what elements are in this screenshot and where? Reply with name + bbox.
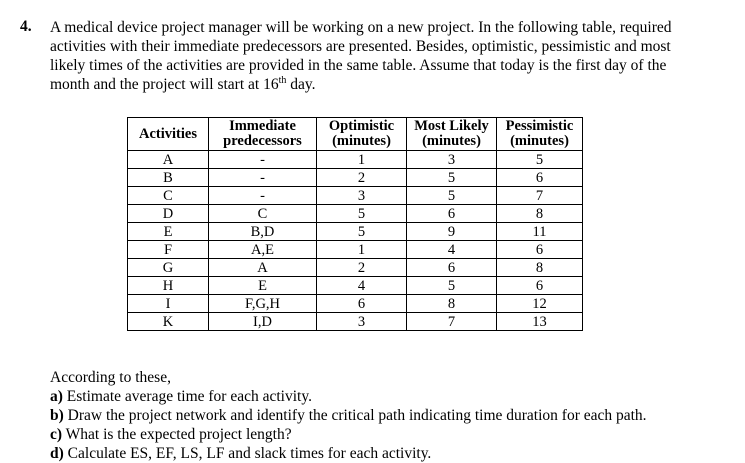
header-text: Immediate <box>229 118 296 134</box>
header-text: Pessimistic <box>505 118 574 134</box>
header-text: (minutes) <box>510 133 569 149</box>
table-row <box>128 223 583 241</box>
cell-optimistic: 4 <box>317 277 407 295</box>
cell-pessimistic: 7 <box>497 187 583 205</box>
cell-most-likely: 6 <box>407 205 497 223</box>
task-text: Draw the project network and identify the critical path indicating time duration for each path. <box>67 407 647 424</box>
task-text: What is the expected project length? <box>65 426 292 443</box>
cell-optimistic: 5 <box>317 205 407 223</box>
cell-predecessors: B,D <box>209 223 317 241</box>
activity-table <box>127 117 583 331</box>
table-row <box>128 169 583 187</box>
table-body <box>128 151 583 331</box>
cell-predecessors: - <box>209 187 317 205</box>
header-text: (minutes) <box>332 133 391 149</box>
cell-activity: K <box>128 313 209 331</box>
ordinal-suffix: th <box>278 74 287 86</box>
cell-most-likely: 4 <box>407 241 497 259</box>
question-line: activities with their immediate predecessors are presented. Besides, optimistic, pessimistic and most <box>50 38 671 55</box>
task-item <box>50 406 647 425</box>
intro-text: According to these, <box>50 369 171 386</box>
cell-pessimistic: 11 <box>497 223 583 241</box>
cell-optimistic: 1 <box>317 151 407 169</box>
cell-optimistic: 2 <box>317 259 407 277</box>
cell-activity: C <box>128 187 209 205</box>
task-item <box>50 425 647 444</box>
cell-pessimistic: 12 <box>497 295 583 313</box>
table-row <box>128 151 583 169</box>
cell-most-likely: 6 <box>407 259 497 277</box>
question-number: 4. <box>20 18 32 35</box>
cell-pessimistic: 6 <box>497 169 583 187</box>
task-item <box>50 387 647 406</box>
cell-most-likely: 5 <box>407 169 497 187</box>
header-most-likely <box>407 118 497 151</box>
table-header-row <box>128 118 583 151</box>
table-row <box>128 241 583 259</box>
cell-optimistic: 5 <box>317 223 407 241</box>
cell-pessimistic: 13 <box>497 313 583 331</box>
cell-activity: I <box>128 295 209 313</box>
question-line <box>50 75 730 94</box>
header-text: (minutes) <box>422 133 481 149</box>
table-row <box>128 205 583 223</box>
cell-most-likely: 7 <box>407 313 497 331</box>
cell-activity: E <box>128 223 209 241</box>
cell-activity: F <box>128 241 209 259</box>
task-label: c) <box>50 426 63 443</box>
cell-predecessors: A,E <box>209 241 317 259</box>
cell-most-likely: 8 <box>407 295 497 313</box>
cell-most-likely: 3 <box>407 151 497 169</box>
task-item <box>50 444 647 463</box>
task-label: d) <box>50 445 64 462</box>
cell-activity: B <box>128 169 209 187</box>
header-predecessors <box>209 118 317 151</box>
task-label: a) <box>50 388 63 405</box>
header-text: Most Likely <box>414 118 489 134</box>
cell-most-likely: 5 <box>407 277 497 295</box>
task-text: Estimate average time for each activity. <box>66 388 312 405</box>
cell-optimistic: 3 <box>317 313 407 331</box>
cell-activity: H <box>128 277 209 295</box>
cell-optimistic: 6 <box>317 295 407 313</box>
cell-pessimistic: 8 <box>497 259 583 277</box>
header-text: Optimistic <box>328 118 395 134</box>
cell-optimistic: 1 <box>317 241 407 259</box>
header-pessimistic <box>497 118 583 151</box>
day-text: day. <box>286 76 316 93</box>
cell-predecessors: C <box>209 205 317 223</box>
task-text: Calculate ES, EF, LS, LF and slack times for each activity. <box>67 445 432 462</box>
cell-optimistic: 2 <box>317 169 407 187</box>
cell-optimistic: 3 <box>317 187 407 205</box>
question-line: A medical device project manager will be working on a new project. In the following table, required <box>50 19 672 36</box>
header-text: predecessors <box>223 133 302 149</box>
header-optimistic <box>317 118 407 151</box>
header-activities: Activities <box>128 118 209 151</box>
table-row <box>128 259 583 277</box>
cell-most-likely: 9 <box>407 223 497 241</box>
table-row <box>128 277 583 295</box>
cell-predecessors: I,D <box>209 313 317 331</box>
question-text <box>50 18 730 94</box>
start-day-text: month and the project will start at 16 <box>50 76 279 93</box>
cell-predecessors: A <box>209 259 317 277</box>
table-row <box>128 187 583 205</box>
cell-pessimistic: 8 <box>497 205 583 223</box>
cell-pessimistic: 6 <box>497 277 583 295</box>
table-row <box>128 313 583 331</box>
cell-predecessors: - <box>209 169 317 187</box>
cell-activity: G <box>128 259 209 277</box>
cell-activity: A <box>128 151 209 169</box>
task-list <box>50 368 647 463</box>
cell-predecessors: E <box>209 277 317 295</box>
cell-pessimistic: 5 <box>497 151 583 169</box>
cell-predecessors: F,G,H <box>209 295 317 313</box>
cell-most-likely: 5 <box>407 187 497 205</box>
cell-activity: D <box>128 205 209 223</box>
cell-predecessors: - <box>209 151 317 169</box>
task-label: b) <box>50 407 64 424</box>
question-line: likely times of the activities are provided in the same table. Assume that today is the first day of the <box>50 57 667 74</box>
table-row <box>128 295 583 313</box>
cell-pessimistic: 6 <box>497 241 583 259</box>
